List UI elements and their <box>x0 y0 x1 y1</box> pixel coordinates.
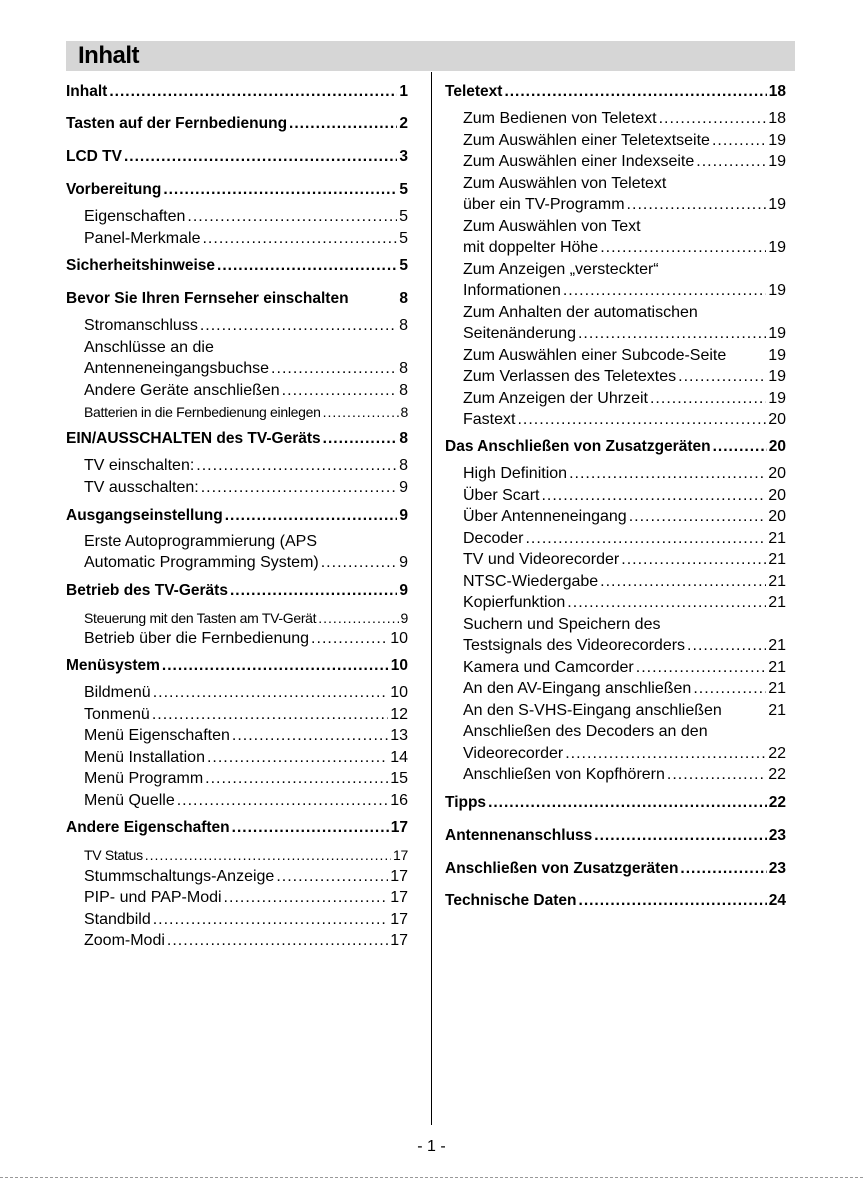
toc-subsection-entry[interactable] <box>445 658 786 678</box>
toc-page-number: 5 <box>399 230 408 247</box>
dot-leader <box>200 316 397 336</box>
toc-entry-title: Sicherheitshinweise <box>66 257 216 274</box>
toc-page-number: 17 <box>390 911 408 928</box>
toc-page-number: 22 <box>768 745 786 762</box>
toc-entry-title: Menü Installation <box>84 749 205 766</box>
dot-leader <box>201 478 397 498</box>
toc-page-number: 8 <box>399 430 408 447</box>
toc-section-entry[interactable] <box>66 256 408 276</box>
toc-page-number: 10 <box>390 657 408 674</box>
toc-subsection-entry[interactable] <box>445 109 786 129</box>
toc-page-number: 17 <box>390 868 408 885</box>
dot-leader <box>217 256 397 276</box>
toc-entry-title: Steuerung mit den Tasten am TV-Gerät <box>84 610 317 626</box>
bottom-border <box>0 1177 863 1178</box>
toc-page-number: 23 <box>768 827 786 844</box>
dot-leader <box>177 791 388 811</box>
toc-page-number: 22 <box>768 766 786 783</box>
toc-entry-continuation: Suchern und Speichern des <box>463 616 661 633</box>
dot-leader <box>696 152 766 172</box>
toc-entry-continuation: Anschließen des Decoders an den <box>463 723 708 740</box>
toc-entry-title: Batterien in die Fernbedienung einlegen <box>84 404 321 420</box>
toc-section-entry[interactable] <box>66 581 408 601</box>
toc-section-entry[interactable] <box>66 429 408 449</box>
dot-leader <box>311 629 388 649</box>
toc-entry-continuation: Zum Auswählen von Text <box>463 218 641 235</box>
toc-page-number: 19 <box>768 132 786 149</box>
toc-entry-continuation: Zum Auswählen von Teletext <box>463 175 667 192</box>
dot-leader <box>567 593 766 613</box>
toc-page-number: 10 <box>390 684 408 701</box>
toc-entry-title: Standbild <box>84 911 151 928</box>
toc-entry-title: Informationen <box>463 282 561 299</box>
toc-page-number: 16 <box>390 792 408 809</box>
toc-entry-title: Menü Eigenschaften <box>84 727 230 744</box>
dot-leader <box>713 437 767 457</box>
toc-page-number: 21 <box>768 573 786 590</box>
dot-leader <box>124 147 397 167</box>
toc-subsection-entry[interactable] <box>66 608 408 628</box>
toc-entry-continuation: Zum Anhalten der automatischen <box>463 304 698 321</box>
toc-entry-title: Anschließen von Zusatzgeräten <box>445 860 679 877</box>
toc-page-number: 20 <box>768 438 786 455</box>
dot-leader <box>225 506 398 526</box>
toc-entry-title: High Definition <box>463 465 568 482</box>
toc-entry-title: Zum Auswählen einer Indexseite <box>463 153 695 170</box>
dot-leader <box>153 683 389 703</box>
toc-subsection-entry[interactable] <box>445 572 786 592</box>
dot-leader <box>680 859 766 879</box>
toc-subsection-entry[interactable] <box>445 529 786 549</box>
toc-page-number: 21 <box>768 637 786 654</box>
dot-leader <box>565 744 766 764</box>
toc-subsection-entry[interactable] <box>66 888 408 908</box>
dot-leader <box>232 818 389 838</box>
dot-leader <box>205 769 388 789</box>
toc-page-number: 19 <box>768 239 786 256</box>
toc-section-entry[interactable] <box>66 289 408 309</box>
toc-subsection-entry[interactable] <box>445 701 786 721</box>
toc-subsection-entry[interactable] <box>445 410 786 430</box>
toc-page-number: 23 <box>768 860 786 877</box>
toc-page-number: 8 <box>400 404 408 420</box>
toc-page-number: 20 <box>768 411 786 428</box>
toc-entry-title: TV ausschalten: <box>84 479 199 496</box>
toc-entry-title: Betrieb über die Fernbedienung <box>84 630 310 647</box>
toc-page-number: 9 <box>399 507 408 524</box>
toc-page-number: 3 <box>399 148 408 165</box>
toc-entry-title: Betrieb des TV-Geräts <box>66 582 228 599</box>
toc-page-number: 20 <box>768 508 786 525</box>
dot-leader <box>517 410 766 430</box>
toc-subsection-entry[interactable] <box>445 765 786 785</box>
toc-subsection-entry[interactable] <box>445 507 786 527</box>
toc-subsection-entry[interactable] <box>66 229 408 249</box>
toc-page-number: 21 <box>768 551 786 568</box>
dot-leader <box>232 726 388 746</box>
toc-page-number: 8 <box>399 290 408 307</box>
toc-entry-title: TV einschalten: <box>84 457 195 474</box>
toc-entry-title: Menü Quelle <box>84 792 175 809</box>
page-number: - 1 - <box>417 1138 446 1155</box>
dot-leader <box>230 581 397 601</box>
toc-entry-title: Kopierfunktion <box>463 594 566 611</box>
toc-page-number: 14 <box>390 749 408 766</box>
toc-subsection-entry[interactable] <box>66 910 408 930</box>
toc-subsection-entry[interactable] <box>66 791 408 811</box>
toc-page-number: 17 <box>390 889 408 906</box>
toc-page-number: 19 <box>768 196 786 213</box>
toc-page-number: 9 <box>399 554 408 571</box>
toc-entry-title: Seitenänderung <box>463 325 576 342</box>
dot-leader <box>276 867 388 887</box>
dot-leader <box>712 131 766 151</box>
toc-section-entry[interactable] <box>66 656 408 676</box>
toc-subsection-entry[interactable] <box>66 456 408 476</box>
toc-entry-title: Über Scart <box>463 487 540 504</box>
toc-section-entry[interactable] <box>445 793 786 813</box>
toc-page-number: 10 <box>390 630 408 647</box>
toc-subsection-entry[interactable] <box>66 316 408 336</box>
dot-leader <box>167 931 388 951</box>
toc-page-number: 21 <box>768 680 786 697</box>
dot-leader <box>678 367 766 387</box>
toc-entry-title: Eigenschaften <box>84 208 186 225</box>
dot-leader <box>196 456 397 476</box>
toc-entry-title: Zoom-Modi <box>84 932 165 949</box>
dot-leader <box>667 765 766 785</box>
dot-leader <box>600 572 766 592</box>
toc-entry-title: Zum Anzeigen der Uhrzeit <box>463 390 648 407</box>
title-bar <box>66 41 795 71</box>
toc-entry-title: Kamera und Camcorder <box>463 659 634 676</box>
dot-leader <box>152 705 388 725</box>
dot-leader <box>162 656 389 676</box>
dot-leader <box>202 229 397 249</box>
toc-page-number: 8 <box>399 360 408 377</box>
toc-section-entry[interactable] <box>445 82 786 102</box>
toc-entry-title: Fastext <box>463 411 516 428</box>
toc-entry-title: Technische Daten <box>445 892 577 909</box>
dot-leader <box>153 910 388 930</box>
toc-page-number: 9 <box>399 479 408 496</box>
toc-entry-title: Panel-Merkmale <box>84 230 201 247</box>
toc-page-number: 21 <box>768 702 786 719</box>
toc-entry-title: An den AV-Eingang anschließen <box>463 680 692 697</box>
toc-subsection-entry[interactable] <box>66 931 408 951</box>
dot-leader <box>636 658 766 678</box>
dot-leader <box>504 82 766 102</box>
column-divider <box>431 72 432 1125</box>
toc-subsection-entry[interactable] <box>445 486 786 506</box>
toc-subsection-entry[interactable] <box>66 683 408 703</box>
dot-leader <box>323 429 398 449</box>
dot-leader <box>318 608 398 628</box>
toc-page-number: 24 <box>768 892 786 909</box>
toc-subsection-entry[interactable] <box>66 867 408 887</box>
dot-leader <box>621 550 766 570</box>
dot-leader <box>109 82 397 102</box>
toc-subsection-entry[interactable] <box>445 367 786 387</box>
toc-page-number: 18 <box>768 110 786 127</box>
toc-section-entry[interactable] <box>445 891 786 911</box>
toc-entry-title: Andere Geräte anschließen <box>84 382 280 399</box>
toc-page-number: 20 <box>768 487 786 504</box>
toc-entry-title: TV Status <box>84 847 143 863</box>
toc-entry-title: Antenneneingangsbuchse <box>84 360 270 377</box>
toc-entry-title: Bildmenü <box>84 684 151 701</box>
toc-entry-title: Teletext <box>445 83 503 100</box>
toc-page-number: 18 <box>768 83 786 100</box>
toc-subsection-entry[interactable] <box>445 464 786 484</box>
toc-entry-title: Zum Auswählen einer Subcode-Seite <box>463 347 727 364</box>
toc-page-number: 12 <box>390 706 408 723</box>
toc-subsection-entry[interactable] <box>66 629 408 649</box>
toc-page-number: 21 <box>768 659 786 676</box>
toc-section-entry[interactable] <box>66 180 408 200</box>
dot-leader <box>600 238 766 258</box>
toc-section-entry[interactable] <box>445 437 786 457</box>
toc-section-entry[interactable] <box>66 818 408 838</box>
toc-subsection-entry[interactable] <box>66 402 408 422</box>
toc-entry-title: Vorbereitung <box>66 181 162 198</box>
toc-page-number: 19 <box>768 325 786 342</box>
toc-subsection-entry[interactable] <box>445 593 786 613</box>
toc-page-number: 17 <box>390 932 408 949</box>
toc-entry-title: Videorecorder <box>463 745 564 762</box>
page-title: Inhalt <box>78 42 139 69</box>
toc-entry-title: über ein TV-Programm <box>463 196 625 213</box>
dot-leader <box>579 891 767 911</box>
dot-leader <box>187 207 397 227</box>
toc-entry-title: Tonmenü <box>84 706 150 723</box>
toc-entry-title: Automatic Programming System) <box>84 554 319 571</box>
toc-entry-title: EIN/AUSSCHALTEN des TV-Geräts <box>66 430 321 447</box>
toc-subsection-entry[interactable] <box>445 195 786 215</box>
toc-page-number: 1 <box>399 83 408 100</box>
toc-subsection-entry[interactable] <box>445 346 786 366</box>
toc-entry-title: Über Antenneneingang <box>463 508 627 525</box>
toc-subsection-entry[interactable] <box>445 281 786 301</box>
toc-subsection-entry[interactable] <box>66 553 408 573</box>
toc-page-number: 13 <box>390 727 408 744</box>
dot-leader <box>271 359 397 379</box>
toc-subsection-entry[interactable] <box>66 381 408 401</box>
toc-subsection-entry[interactable] <box>66 769 408 789</box>
toc-entry-title: Antennenanschluss <box>445 827 593 844</box>
toc-section-entry[interactable] <box>66 114 408 134</box>
toc-entry-title: Bevor Sie Ihren Fernseher einschalten <box>66 290 349 307</box>
toc-subsection-entry[interactable] <box>66 478 408 498</box>
toc-subsection-entry[interactable] <box>445 550 786 570</box>
toc-page-number: 15 <box>390 770 408 787</box>
dot-leader <box>207 748 388 768</box>
dot-leader <box>659 109 767 129</box>
dot-leader <box>321 553 397 573</box>
dot-leader <box>224 888 389 908</box>
toc-section-entry[interactable] <box>66 82 408 102</box>
toc-subsection-entry[interactable] <box>66 845 408 865</box>
toc-entry-title: Das Anschließen von Zusatzgeräten <box>445 438 711 455</box>
toc-entry-title: Menüsystem <box>66 657 160 674</box>
dot-leader <box>563 281 766 301</box>
dot-leader <box>629 507 767 527</box>
toc-subsection-entry[interactable] <box>445 679 786 699</box>
toc-page-number: 9 <box>399 582 408 599</box>
toc-entry-title: Zum Bedienen von Teletext <box>463 110 657 127</box>
dot-leader <box>488 793 767 813</box>
toc-entry-title: Stromanschluss <box>84 317 198 334</box>
toc-subsection-entry[interactable] <box>445 131 786 151</box>
toc-page-number: 19 <box>768 390 786 407</box>
toc-section-entry[interactable] <box>66 147 408 167</box>
toc-page-number: 19 <box>768 347 786 364</box>
toc-subsection-entry[interactable] <box>66 748 408 768</box>
toc-section-entry[interactable] <box>445 859 786 879</box>
toc-page-number: 17 <box>390 819 408 836</box>
toc-section-entry[interactable] <box>445 826 786 846</box>
toc-subsection-entry[interactable] <box>66 705 408 725</box>
toc-entry-title: Tasten auf der Fernbedienung <box>66 115 288 132</box>
toc-entry-continuation: Zum Anzeigen „versteckter“ <box>463 261 659 278</box>
toc-page-number: 8 <box>399 457 408 474</box>
toc-subsection-entry[interactable] <box>445 744 786 764</box>
toc-entry-continuation: Erste Autoprogrammierung (APS <box>84 533 317 550</box>
toc-page-number: 8 <box>399 317 408 334</box>
toc-entry-continuation: Anschlüsse an die <box>84 339 214 356</box>
dot-leader <box>594 826 766 846</box>
toc-entry-title: Inhalt <box>66 83 108 100</box>
toc-page-number: 19 <box>768 282 786 299</box>
dot-leader <box>627 195 767 215</box>
toc-page-number: 2 <box>399 115 408 132</box>
dot-leader <box>693 679 766 699</box>
dot-leader <box>650 389 766 409</box>
toc-subsection-entry[interactable] <box>66 726 408 746</box>
toc-page-number: 21 <box>768 594 786 611</box>
toc-page-number: 20 <box>768 465 786 482</box>
toc-page-number: 5 <box>399 208 408 225</box>
toc-subsection-entry[interactable] <box>66 359 408 379</box>
toc-section-entry[interactable] <box>66 506 408 526</box>
toc-page-number: 8 <box>399 382 408 399</box>
toc-entry-title: PIP- und PAP-Modi <box>84 889 222 906</box>
dot-leader <box>525 529 766 549</box>
toc-entry-title: TV und Videorecorder <box>463 551 620 568</box>
toc-entry-title: mit doppelter Höhe <box>463 239 599 256</box>
toc-page-number: 5 <box>399 181 408 198</box>
toc-subsection-entry[interactable] <box>66 207 408 227</box>
toc-entry-title: Zum Auswählen einer Teletextseite <box>463 132 710 149</box>
toc-entry-title: Testsignals des Videorecorders <box>463 637 686 654</box>
toc-subsection-entry[interactable] <box>445 238 786 258</box>
toc-page-number: 5 <box>399 257 408 274</box>
toc-page-number: 19 <box>768 153 786 170</box>
toc-entry-title: NTSC-Wiedergabe <box>463 573 599 590</box>
toc-page-number: 19 <box>768 368 786 385</box>
toc-subsection-entry[interactable] <box>445 152 786 172</box>
toc-page-number: 9 <box>400 610 408 626</box>
toc-entry-title: An den S-VHS-Eingang anschließen <box>463 702 722 719</box>
toc-subsection-entry[interactable] <box>445 636 786 656</box>
toc-page-number: 17 <box>393 847 408 863</box>
toc-entry-title: Decoder <box>463 530 524 547</box>
toc-page-number: 22 <box>768 794 786 811</box>
toc-entry-title: Menü Programm <box>84 770 204 787</box>
dot-leader <box>569 464 766 484</box>
toc-entry-title: Tipps <box>445 794 487 811</box>
toc-entry-title: Stummschaltungs-Anzeige <box>84 868 275 885</box>
toc-subsection-entry[interactable] <box>445 389 786 409</box>
dot-leader <box>282 381 397 401</box>
toc-page-number: 21 <box>768 530 786 547</box>
dot-leader <box>323 402 399 422</box>
dot-leader <box>687 636 766 656</box>
toc-entry-title: LCD TV <box>66 148 122 165</box>
toc-entry-title: Anschließen von Kopfhörern <box>463 766 665 783</box>
toc-subsection-entry[interactable] <box>445 324 786 344</box>
dot-leader <box>541 486 766 506</box>
dot-leader <box>163 180 397 200</box>
dot-leader <box>145 845 391 865</box>
dot-leader <box>289 114 397 134</box>
toc-entry-title: Zum Verlassen des Teletextes <box>463 368 677 385</box>
toc-entry-title: Ausgangseinstellung <box>66 507 223 524</box>
dot-leader <box>578 324 766 344</box>
toc-entry-title: Andere Eigenschaften <box>66 819 230 836</box>
